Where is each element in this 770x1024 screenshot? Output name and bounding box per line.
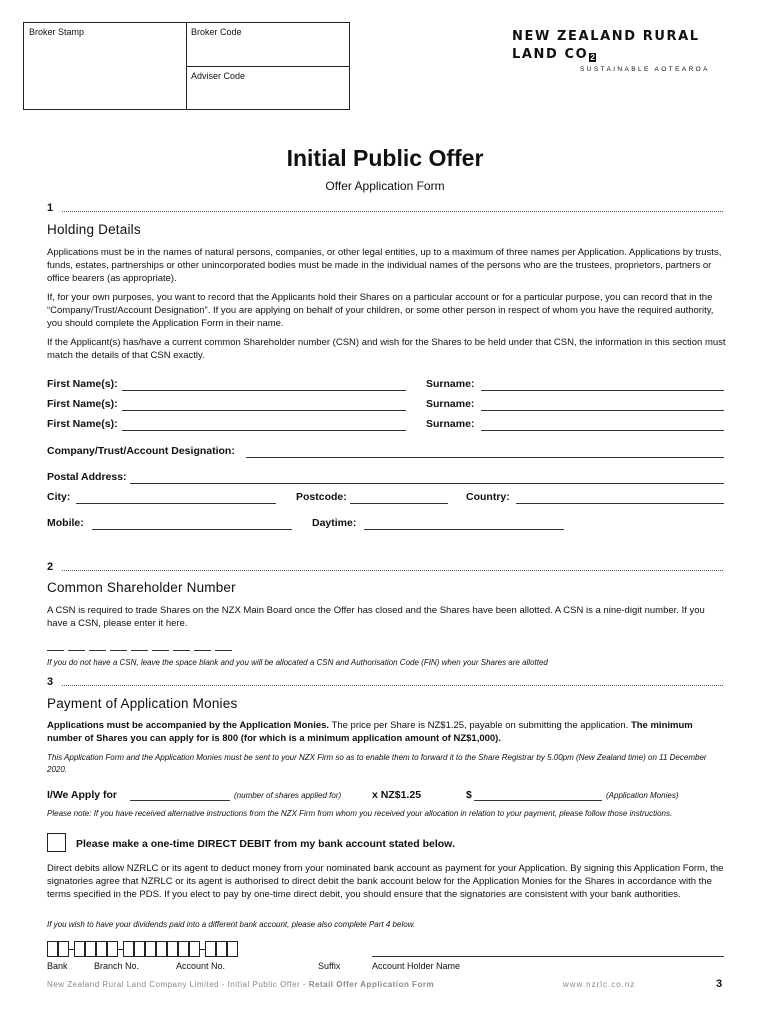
section-2-number: 2 [47, 561, 54, 573]
daytime-label: Daytime: [312, 517, 357, 529]
application-monies-hint: (Application Monies) [606, 791, 679, 800]
section-2-para: A CSN is required to trade Shares on the NZX Main Board once the Offer has closed and the Shares have been allotted. A CSN is a nine-digit number. If you have a CSN, please enter it here. [47, 605, 705, 629]
surname-field-1[interactable] [481, 390, 724, 391]
page-subtitle: Offer Application Form [325, 179, 445, 193]
section-3-para-bold1: Applications must be accompanied by the Application Monies. [47, 720, 330, 731]
suffix-digit-box[interactable] [227, 941, 238, 957]
first-name-label-3: First Name(s): [47, 418, 118, 430]
branch-digit-box[interactable] [96, 941, 107, 957]
footer-company: New Zealand Rural Land Company Limited - Initial Public Offer - [47, 980, 309, 989]
page-title: Initial Public Offer [286, 145, 484, 171]
surname-field-2[interactable] [481, 410, 724, 411]
surname-label-2: Surname: [426, 398, 475, 410]
account-label: Account No. [176, 961, 226, 971]
account-holder-label: Account Holder Name [372, 961, 461, 971]
account-digit-box[interactable] [178, 941, 189, 957]
city-field[interactable] [76, 503, 276, 504]
account-digit-box[interactable] [189, 941, 200, 957]
section-3-para-bold2: The minimum number of Shares you can apply for is 800 (for which is a minimum application amount of NZ$1,000). [47, 720, 693, 744]
footer-text [47, 980, 434, 989]
section-1-para2: If, for your own purposes, you want to record that the Applicants hold their Shares on a particular account or for a particular purpose, you can record that in the “Company/Trust/Account Designation”. If you are applying on behalf of your children, or some other person in respect of whom you have the required authority, you should complete the Application Form in their name. [47, 292, 714, 329]
surname-label-3: Surname: [426, 418, 475, 430]
section-3-number: 3 [47, 676, 54, 688]
branch-digit-box[interactable] [74, 941, 85, 957]
section-3-para [47, 719, 727, 745]
adviser-code-box[interactable] [186, 66, 350, 110]
company-designation-label: Company/Trust/Account Designation: [47, 445, 235, 457]
account-digit-box[interactable] [156, 941, 167, 957]
dollar-sign: $ [466, 789, 472, 801]
direct-debit-label: Please make a one-time DIRECT DEBIT from my bank account stated below. [76, 838, 455, 850]
surname-label-1: Surname: [426, 378, 475, 390]
mobile-field[interactable] [92, 529, 292, 530]
company-logo [512, 27, 744, 73]
section-1-para1: Applications must be in the names of natural persons, companies, or other legal entities, up to a maximum of three names per Application. Applications by trusts, funds, estates, partnerships or other unincorporated bodies must be made in the individual names of the persons who are the trustees, proprietors, partners or office bearers (as appropriate). [47, 247, 722, 284]
application-monies-field[interactable] [474, 800, 602, 801]
direct-debit-checkbox[interactable] [47, 833, 66, 852]
page-number: 3 [716, 978, 723, 990]
section-3-heading: Payment of Application Monies [47, 696, 238, 711]
bank-digit-box[interactable] [58, 941, 69, 957]
account-digit-box[interactable] [123, 941, 134, 957]
logo-tagline: SUSTAINABLE AOTEAROA [580, 66, 710, 73]
adviser-code-label: Adviser Code [191, 71, 246, 81]
price-multiplier: x NZ$1.25 [372, 789, 422, 801]
postal-address-label: Postal Address: [47, 471, 127, 483]
registrar-deadline-note: This Application Form and the Application Monies must be sent to your NZX Firm so as to enable them to forward it to the Share Registrar by 5.00pm (New Zealand time) on 11 December 2020. [47, 753, 707, 774]
section-1-para3: If the Applicant(s) has/have a current common Shareholder number (CSN) and wish for the Shares to be held under that CSN, the information in this section must match the details of that CSN exactly. [47, 337, 726, 361]
branch-label: Branch No. [94, 961, 140, 971]
country-label: Country: [466, 491, 510, 503]
account-digit-box[interactable] [167, 941, 178, 957]
csn-digit-slot[interactable] [68, 650, 85, 651]
csn-digit-slot[interactable] [215, 650, 232, 651]
branch-digit-box[interactable] [107, 941, 118, 957]
csn-digit-slot[interactable] [47, 650, 64, 651]
footer-url[interactable]: www.nzrlc.co.nz [563, 980, 636, 989]
direct-debit-para: Direct debits allow NZRLC or its agent to deduct money from your nominated bank account as payment for your Application. By signing this Application Form, the signatories agree that NZRLC or its agent is authorised to direct debit the bank account below for the Application Monies for the Shares in accordance with the terms specified in the PDS. If you elect to pay by one-time direct debit, you should ensure that the signatories are consistent with your bank authorities. [47, 863, 724, 900]
csn-digit-slot[interactable] [173, 650, 190, 651]
account-digit-box[interactable] [134, 941, 145, 957]
csn-digit-slot[interactable] [194, 650, 211, 651]
broker-code-label: Broker Code [191, 27, 242, 37]
shares-applied-field[interactable] [130, 800, 230, 801]
section-2-heading: Common Shareholder Number [47, 580, 236, 595]
first-name-field-2[interactable] [122, 410, 406, 411]
branch-digit-box[interactable] [85, 941, 96, 957]
alternative-instructions-note: Please note: If you have received alternative instructions from the NZX Firm from whom you received your allocation in relation to your payment, please follow those instructions. [47, 809, 673, 818]
shares-applied-hint: (number of shares applied for) [234, 791, 342, 800]
section-1-number: 1 [47, 202, 54, 214]
postal-address-field[interactable] [130, 483, 724, 484]
surname-field-3[interactable] [481, 430, 724, 431]
csn-digit-slot[interactable] [131, 650, 148, 651]
csn-digit-slot[interactable] [152, 650, 169, 651]
first-name-label-1: First Name(s): [47, 378, 118, 390]
broker-code-box[interactable] [186, 22, 350, 67]
company-designation-field[interactable] [246, 457, 724, 458]
city-label: City: [47, 491, 71, 503]
suffix-digit-box[interactable] [216, 941, 227, 957]
footer-form-name: Retail Offer Application Form [308, 980, 435, 989]
broker-stamp-label: Broker Stamp [29, 27, 85, 37]
csn-digit-slot[interactable] [89, 650, 106, 651]
logo-subscript: 2 [590, 53, 595, 62]
postcode-label: Postcode: [296, 491, 347, 503]
section-3-para-mid: The price per Share is NZ$1.25, payable on submitting the application. [329, 720, 631, 731]
first-name-field-1[interactable] [122, 390, 406, 391]
bank-digit-box[interactable] [47, 941, 58, 957]
broker-stamp-box[interactable] [23, 22, 187, 110]
first-name-field-3[interactable] [122, 430, 406, 431]
section-2-divider [62, 570, 723, 571]
csn-digit-slot[interactable] [110, 650, 127, 651]
account-digit-box[interactable] [145, 941, 156, 957]
daytime-field[interactable] [364, 529, 564, 530]
logo-title: NEW ZEALAND RURAL LAND CO [512, 29, 700, 62]
first-name-label-2: First Name(s): [47, 398, 118, 410]
dividends-note: If you wish to have your dividends paid into a different bank account, please also complete Part 4 below. [47, 920, 416, 929]
suffix-label: Suffix [318, 961, 341, 971]
section-1-heading: Holding Details [47, 222, 141, 237]
section-1-divider [62, 211, 723, 212]
mobile-label: Mobile: [47, 517, 84, 529]
csn-note: If you do not have a CSN, leave the space blank and you will be allocated a CSN and Authorisation Code (FIN) when your Shares are allotted [47, 658, 548, 667]
csn-input[interactable] [47, 642, 239, 652]
apply-for-label: I/We Apply for [47, 789, 118, 801]
postcode-field[interactable] [350, 503, 448, 504]
suffix-digit-box[interactable] [205, 941, 216, 957]
account-holder-name-field[interactable] [372, 956, 724, 957]
section-3-divider [62, 685, 723, 686]
bank-label: Bank [47, 961, 68, 971]
country-field[interactable] [516, 503, 724, 504]
